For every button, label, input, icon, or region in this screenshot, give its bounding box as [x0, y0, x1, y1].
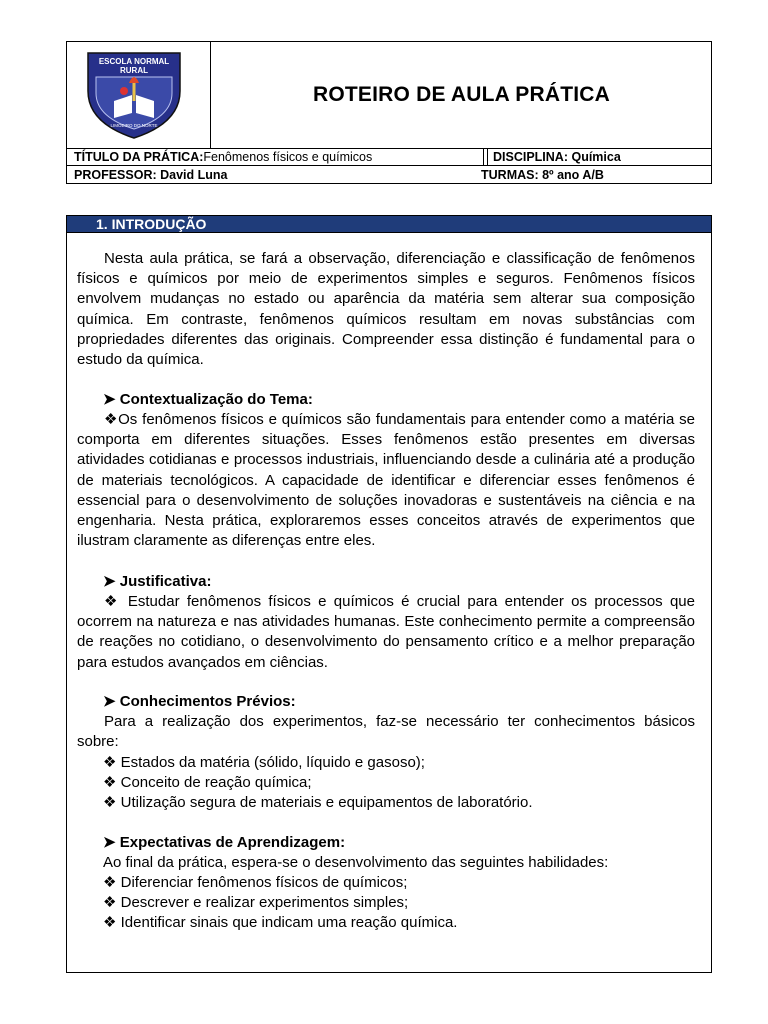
logo-mid-text: RURAL [120, 66, 148, 75]
previos-title: Conhecimentos Prévios: [119, 693, 296, 710]
arrow-icon: ➤ [103, 693, 116, 710]
contexto-heading [103, 390, 695, 410]
expectativas-intro: Ao final da prática, espera-se o desenvolvimento das seguintes habilidades: [103, 854, 609, 871]
expectativas-item [103, 913, 695, 933]
arrow-icon: ➤ [103, 834, 116, 851]
expectativas-heading [103, 833, 695, 853]
expectativas-title: Expectativas de Aprendizagem: [119, 834, 346, 851]
diamond-icon: ❖ [103, 774, 117, 791]
arrow-icon: ➤ [103, 391, 116, 408]
contexto-text: Os fenômenos físicos e químicos são fundamentais para entender como a matéria se comporta em diferentes situações. Esses fenômenos estão presentes em diversas atividades cotidianas e processos industriais, influenciando desde a culinária até a produção de materiais tecnológicos. A capacidade de identificar e diferenciar esses fenômenos é essencial para o desenvolvimento de soluções inovadoras e sustentáveis na ciência e na engenharia. Nesta prática, exploraremos esses conceitos através de experimentos que ilustram claramente as diferenças entre eles. [77, 411, 695, 550]
contexto-paragraph [77, 410, 695, 551]
expectativas-item-text: Identificar sinais que indicam uma reação química. [120, 914, 458, 931]
logo-top-text: ESCOLA NORMAL [98, 57, 170, 66]
previos-item [103, 793, 695, 813]
diamond-icon: ❖ [103, 894, 117, 911]
diamond-icon: ❖ [103, 794, 117, 811]
disciplina-cell: DISCIPLINA: Química [493, 150, 621, 164]
titulo-value: Fenômenos físicos e químicos [203, 150, 373, 164]
school-logo-icon [66, 41, 211, 149]
arrow-icon: ➤ [103, 573, 116, 590]
logo-cell [66, 41, 211, 149]
intro-paragraph: Nesta aula prática, se fará a observação, diferenciação e classificação de fenômenos físicos e químicos por meio de experimentos simples e seguros. Fenômenos físicos envolvem mudanças no estado ou aparência da matéria sem alterar sua composição química. Em contraste, fenômenos químicos resultam em novas substâncias com propriedades diferentes das originais. Compreender essa distinção é fundamental para o estudo da química. [77, 250, 695, 369]
previos-item-text: Estados da matéria (sólido, líquido e gasoso); [120, 754, 425, 771]
professor-cell: PROFESSOR: David Luna [74, 168, 228, 182]
justificativa-paragraph [77, 592, 695, 673]
previos-item-text: Utilização segura de materiais e equipamentos de laboratório. [120, 794, 533, 811]
expectativas-item [103, 873, 695, 893]
previos-heading [103, 692, 695, 712]
justificativa-text: Estudar fenômenos físicos e químicos é crucial para entender os processos que ocorrem na natureza e nas atividades humanas. Este conhecimento permite a compreensão de reações no cotidiano, o desenvolvimento do pensamento crítico e a melhor preparação para estudos avançados em ciências. [77, 593, 695, 671]
expectativas-item-text: Diferenciar fenômenos físicos de químicos; [120, 874, 408, 891]
info-row-divider [483, 148, 488, 166]
diamond-icon: ❖ [103, 754, 117, 771]
diamond-icon: ❖ [104, 593, 121, 610]
document-title: ROTEIRO DE AULA PRÁTICA [312, 83, 611, 106]
justificativa-title: Justificativa: [119, 573, 212, 590]
contexto-title: Contextualização do Tema: [119, 391, 313, 408]
previos-item-text: Conceito de reação química; [120, 774, 312, 791]
previos-intro: Para a realização dos experimentos, faz-se necessário ter conhecimentos básicos sobre: [77, 713, 695, 751]
titulo-cell [74, 149, 372, 165]
justificativa-heading [103, 572, 695, 592]
expectativas-item-text: Descrever e realizar experimentos simples; [120, 894, 409, 911]
titulo-label: TÍTULO DA PRÁTICA: [74, 150, 204, 164]
diamond-icon: ❖ [103, 874, 117, 891]
section-heading: 1. INTRODUÇÃO [66, 215, 712, 233]
diamond-icon: ❖ [103, 914, 117, 931]
diamond-icon: ❖ [104, 411, 119, 428]
previos-item [103, 773, 695, 793]
turmas-cell: TURMAS: 8º ano A/B [481, 168, 604, 182]
logo-bottom-text: LIMOEIRO DO NORTE [110, 123, 158, 128]
previos-item [103, 753, 695, 773]
expectativas-item [103, 893, 695, 913]
